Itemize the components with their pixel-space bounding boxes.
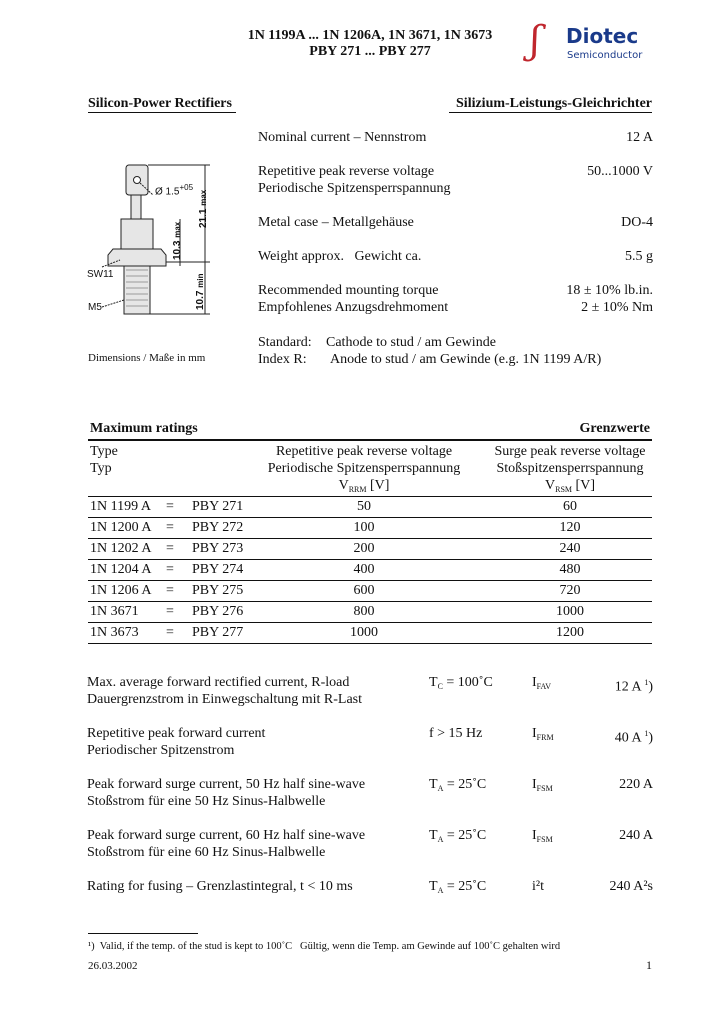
spec-torque (258, 282, 653, 316)
cell-vrsm: 480 (559, 562, 581, 577)
parameter-row (87, 725, 653, 776)
param-value (619, 827, 653, 844)
spec-label: Repetitive peak reverse voltage (258, 164, 435, 179)
sym-sub: FRM (536, 733, 554, 742)
spec-weight (258, 248, 653, 282)
cond-val: = 25˚C (443, 879, 487, 894)
sym-sub: RSM (555, 485, 573, 494)
dim-diameter-tol: +05 (179, 183, 194, 192)
footnote: ¹) Valid, if the temp. of the stud is kept to 100˚C Gültig, wenn die Temp. am Gewinde auf 100˚C gehalten wird (88, 941, 561, 952)
table-row (88, 581, 652, 602)
footer-date: 26.03.2002 (88, 960, 138, 972)
spec-value: 12 A (626, 130, 653, 145)
dim-body-note: max (173, 221, 182, 238)
parameter-row (87, 776, 653, 827)
label-sw11: SW11 (87, 269, 114, 280)
cell-vrrm: 600 (353, 583, 375, 598)
standard-label: Standard: (258, 335, 312, 350)
col-type-de: Typ (90, 461, 112, 476)
label-m5: M5 (88, 302, 102, 313)
param-value: 12 A $^1$) (614, 678, 653, 695)
cond-val: = 25˚C (443, 828, 487, 843)
param-condition (429, 878, 486, 899)
col-header-type (90, 443, 118, 477)
dim-total-length (198, 190, 209, 228)
parameter-row (87, 827, 653, 878)
param-label-de: Stoßstrom für eine 50 Hz Sinus-Halbwelle (87, 794, 326, 809)
cell-vrrm: 800 (353, 604, 375, 619)
cell-vrsm: 1000 (556, 604, 584, 619)
cell-vrrm: 200 (353, 541, 375, 556)
dim-stud-value: 10.7 (195, 290, 206, 310)
footnote-ref: 1 (644, 678, 649, 687)
index-text: Anode to stud / am Gewinde (e.g. 1N 1199 A/R) (330, 352, 602, 367)
cell-eq: = (166, 541, 174, 556)
param-condition (429, 725, 482, 746)
param-label-de: Periodischer Spitzenstrom (87, 743, 235, 758)
cell-type: 1N 3671 (90, 604, 139, 619)
sym: I (532, 777, 537, 792)
param-symbol (532, 674, 551, 695)
parameter-row (87, 878, 653, 929)
logo-mark-icon: ʃ (530, 18, 541, 62)
value: 220 A (619, 777, 653, 792)
parameter-list (87, 674, 653, 929)
cell-alt: PBY 277 (192, 625, 244, 640)
brand-sub: Semiconductor (567, 50, 643, 61)
ratings-title-en: Maximum ratings (90, 421, 198, 436)
dim-total-value: 21.1 (198, 208, 209, 228)
param-label-en: Peak forward surge current, 60 Hz half sine-wave (87, 828, 366, 843)
cell-vrrm: 100 (353, 520, 375, 535)
unit: [V] (369, 478, 390, 493)
dim-stud-note: min (196, 273, 205, 288)
cond: T (429, 675, 438, 690)
unit: [V] (575, 478, 595, 493)
cond: T (429, 828, 438, 843)
cell-vrsm: 1200 (556, 625, 584, 640)
col-type-en: Type (90, 444, 118, 459)
sym-sub: RRM (348, 485, 367, 494)
value: 40 A (614, 730, 641, 746)
index-label: Index R: (258, 352, 307, 367)
footnote-ref: 1 (644, 729, 649, 738)
cond-sub: A (437, 835, 444, 844)
param-value (619, 776, 653, 793)
parameter-row (87, 674, 653, 725)
ratings-table-body (88, 497, 652, 644)
col-header-vrrm (258, 443, 470, 498)
col-vrsm-de: Stoßspitzensperrspannung (496, 461, 644, 476)
param-value (610, 878, 653, 895)
cell-alt: PBY 273 (192, 541, 244, 556)
sym-sub: FAV (536, 682, 552, 691)
cell-vrsm: 60 (563, 499, 577, 514)
param-symbol (532, 725, 554, 746)
value: 240 A (619, 828, 653, 843)
cell-eq: = (166, 604, 174, 619)
title-line-2: PBY 271 ... PBY 277 (309, 44, 431, 59)
cell-alt: PBY 276 (192, 604, 244, 619)
param-symbol (532, 878, 544, 899)
table-row (88, 560, 652, 581)
document-title (200, 28, 540, 60)
table-row (88, 602, 652, 623)
standard-info (258, 334, 601, 368)
cell-type: 1N 1202 A (90, 541, 152, 556)
cell-type: 1N 3673 (90, 625, 139, 640)
cell-eq: = (166, 562, 174, 577)
value: 240 A²s (609, 879, 653, 894)
cond: f > 15 Hz (429, 726, 483, 741)
param-symbol (532, 827, 553, 848)
spec-value: 18 ± 10% lb.in. (566, 283, 653, 298)
spec-reverse-voltage (258, 163, 653, 214)
cond-sub: A (437, 886, 444, 895)
cell-eq: = (166, 499, 174, 514)
drawing-caption: Dimensions / Maße in mm (88, 352, 206, 364)
param-label-de: Stoßstrom für eine 60 Hz Sinus-Halbwelle (87, 845, 326, 860)
cell-type: 1N 1200 A (90, 520, 152, 535)
spec-case (258, 214, 653, 248)
param-label-de: Dauergrenzstrom in Einwegschaltung mit R-Last (87, 692, 363, 707)
spec-label: Empfohlenes Anzugsdrehmoment (258, 300, 449, 315)
param-label-en: Max. average forward rectified current, R-load (87, 675, 350, 690)
param-symbol (532, 776, 553, 797)
cond: T (429, 879, 438, 894)
cell-eq: = (166, 520, 174, 535)
table-row (88, 497, 652, 518)
param-label-en: Peak forward surge current, 50 Hz half sine-wave (87, 777, 366, 792)
spec-value: 2 ± 10% Nm (581, 300, 653, 315)
cond: T (429, 777, 438, 792)
cell-alt: PBY 272 (192, 520, 244, 535)
ratings-title-de: Grenzwerte (579, 421, 650, 436)
cond-sub: A (437, 784, 444, 793)
dim-body-length (172, 222, 183, 260)
dim-stud-length (195, 274, 206, 310)
cond-val: = 100˚C (442, 675, 493, 690)
title-line-1: 1N 1199A ... 1N 1206A, 1N 3671, 1N 3673 (247, 28, 493, 43)
spec-label: Weight approx. Gewicht ca. (258, 249, 422, 264)
col-vrrm-de: Periodische Spitzensperrspannung (267, 461, 461, 476)
spec-nominal-current (258, 129, 653, 163)
cell-vrrm: 1000 (350, 625, 378, 640)
sym: I (532, 675, 537, 690)
cell-type: 1N 1199 A (90, 499, 151, 514)
cell-vrsm: 720 (559, 583, 581, 598)
cell-vrsm: 240 (559, 541, 581, 556)
spec-value: 5.5 g (625, 249, 653, 264)
sym: I (532, 726, 537, 741)
cond-val: = 25˚C (443, 777, 487, 792)
dim-total-note: max (199, 189, 208, 206)
section-title-en: Silicon-Power Rectifiers (88, 96, 232, 111)
param-label-en: Repetitive peak forward current (87, 726, 266, 741)
sym-sub: FSM (536, 835, 553, 844)
spec-value: 50...1000 V (587, 164, 653, 179)
cell-vrrm: 50 (357, 499, 371, 514)
col-vrsm-en: Surge peak reverse voltage (494, 444, 646, 459)
sym: V (545, 478, 556, 493)
param-condition (429, 776, 486, 797)
spec-value: DO-4 (621, 215, 653, 230)
spec-label: Periodische Spitzensperrspannung (258, 181, 451, 196)
spec-label: Metal case – Metallgehäuse (258, 215, 414, 230)
dim-diameter (155, 183, 193, 197)
section-title-de: Silizium-Leistungs-Gleichrichter (456, 96, 652, 111)
package-drawing (80, 120, 260, 350)
cell-eq: = (166, 583, 174, 598)
cell-eq: = (166, 625, 174, 640)
param-condition (429, 827, 486, 848)
page-number: 1 (646, 958, 652, 972)
cell-type: 1N 1206 A (90, 583, 152, 598)
spec-list (258, 129, 653, 316)
dim-body-value: 10.3 (172, 240, 183, 260)
table-row (88, 539, 652, 560)
cell-alt: PBY 274 (192, 562, 244, 577)
sym-sub: FSM (536, 784, 553, 793)
cell-type: 1N 1204 A (90, 562, 152, 577)
cond-sub: C (437, 682, 443, 691)
dim-diameter-value: Ø 1.5 (155, 186, 180, 198)
col-header-vrsm (486, 443, 654, 498)
spec-label: Nominal current – Nennstrom (258, 130, 427, 145)
table-row (88, 518, 652, 539)
sym: i²t (532, 879, 544, 894)
param-label-en: Rating for fusing – Grenzlastintegral, t < 10 ms (87, 879, 353, 894)
cell-alt: PBY 275 (192, 583, 244, 598)
param-condition (429, 674, 493, 695)
table-row (88, 623, 652, 644)
param-value: 40 A $^1$) (614, 729, 653, 746)
spec-label: Recommended mounting torque (258, 283, 439, 298)
value: 12 A (614, 679, 641, 695)
sym: V (338, 478, 349, 493)
cell-vrrm: 400 (353, 562, 375, 577)
cell-alt: PBY 271 (192, 499, 244, 514)
brand-name: Diotec (566, 24, 639, 48)
col-vrrm-en: Repetitive peak reverse voltage (275, 444, 453, 459)
cell-vrsm: 120 (559, 520, 581, 535)
standard-text: Cathode to stud / am Gewinde (326, 335, 496, 350)
sym: I (532, 828, 537, 843)
